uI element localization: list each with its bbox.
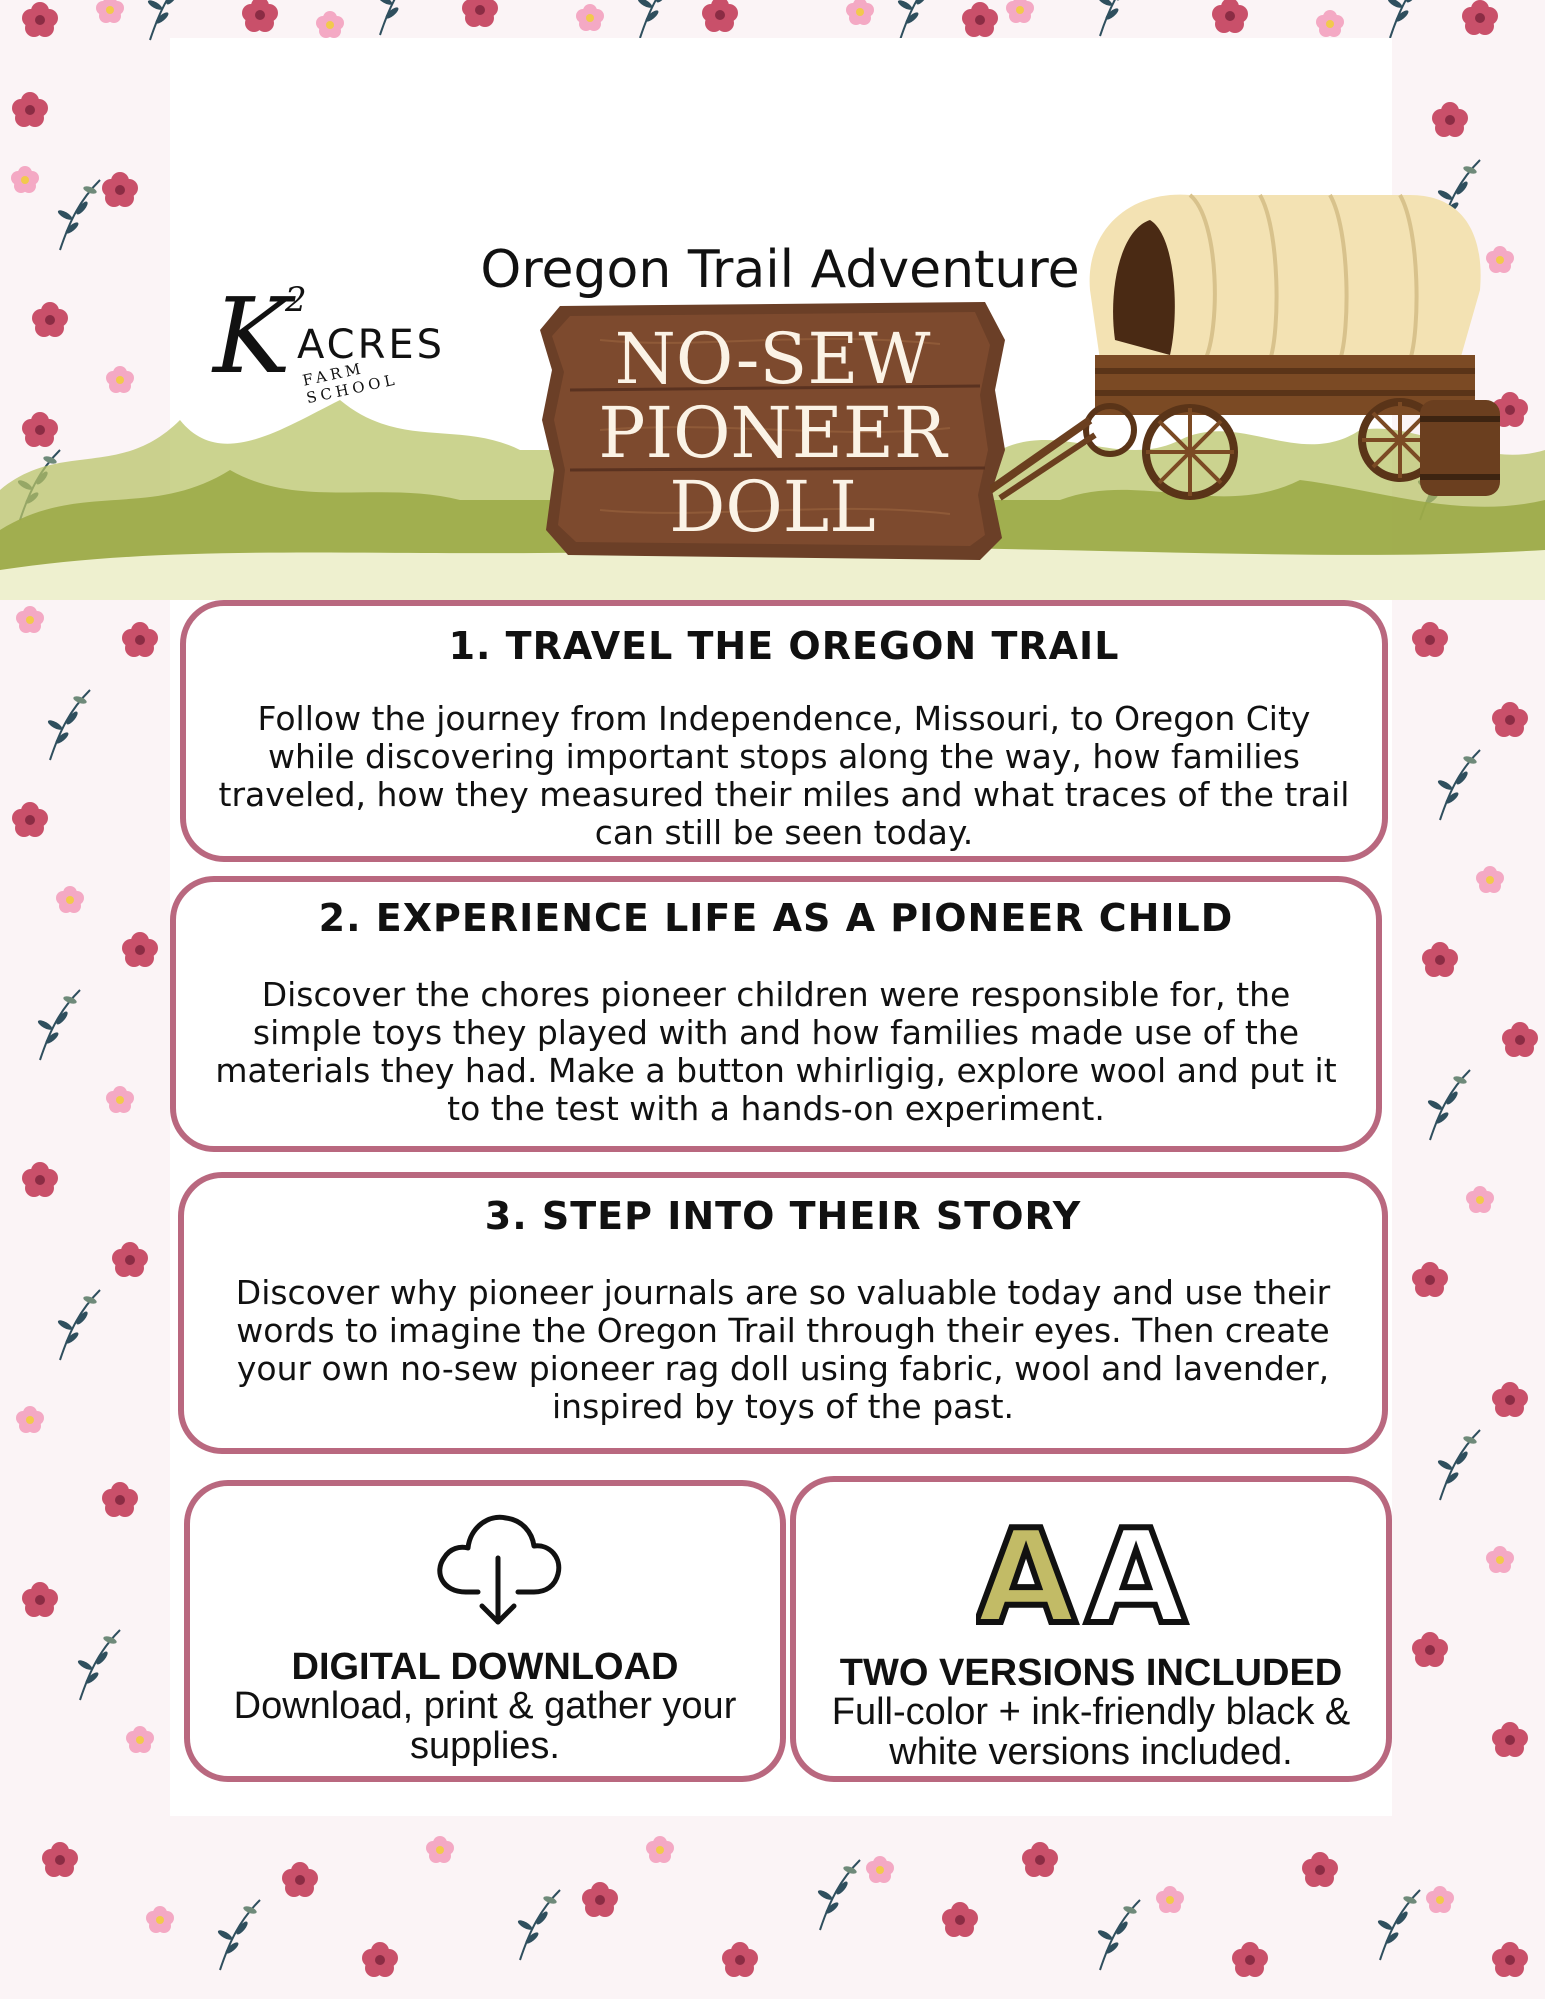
- feature-download-line-2: supplies.: [410, 1725, 560, 1767]
- section-1-line-2: while discovering important stops along the way, how families: [268, 737, 1300, 776]
- feature-download-line-1: Download, print & gather your: [233, 1685, 737, 1727]
- outline-letter-a: A: [1085, 1512, 1187, 1632]
- section-2-body: [190, 976, 1362, 1128]
- feature-card-versions: [790, 1476, 1392, 1782]
- k2-acres-logo: [205, 275, 446, 420]
- sign-title: [540, 318, 1005, 548]
- cloud-download-icon: [428, 1506, 568, 1626]
- feature-card-download: [184, 1480, 786, 1782]
- section-2-line-1: Discover the chores pioneer children were responsible for, the: [261, 975, 1291, 1014]
- section-card-3: [178, 1172, 1388, 1454]
- section-3-body: [198, 1274, 1368, 1426]
- letter-a-versions-icon: [976, 1512, 1196, 1632]
- section-card-1: [180, 600, 1388, 862]
- section-2-line-4: to the test with a hands-on experiment.: [447, 1089, 1105, 1128]
- feature-versions-desc: [816, 1692, 1366, 1772]
- feature-versions-line-1: Full-color + ink-friendly black &: [831, 1691, 1351, 1733]
- logo-mark: K: [213, 275, 291, 397]
- logo-superscript: 2: [285, 280, 307, 320]
- page-title: Oregon Trail Adventure: [480, 240, 1080, 300]
- sign-line-2: PIONEER: [598, 392, 947, 474]
- feature-versions-line-2: white versions included.: [889, 1731, 1293, 1773]
- section-3-line-2: words to imagine the Oregon Trail through their eyes. Then create: [236, 1311, 1330, 1350]
- section-1-heading: 1. TRAVEL THE OREGON TRAIL: [448, 624, 1120, 668]
- section-3-line-1: Discover why pioneer journals are so valuable today and use their: [235, 1273, 1331, 1312]
- logo-subtitle: FARM SCHOOL: [301, 358, 400, 408]
- section-1-line-1: Follow the journey from Independence, Missouri, to Oregon City: [257, 699, 1311, 738]
- section-3-line-4: inspired by toys of the past.: [551, 1387, 1015, 1426]
- covered-wagon-illustration: [990, 190, 1510, 510]
- color-letter-a: A: [976, 1512, 1077, 1632]
- feature-download-title: DIGITAL DOWNLOAD: [291, 1646, 679, 1688]
- section-3-line-3: your own no-sew pioneer rag doll using fabric, wool and lavender,: [236, 1349, 1330, 1388]
- section-1-body: [200, 700, 1368, 852]
- section-2-heading: 2. EXPERIENCE LIFE AS A PIONEER CHILD: [318, 896, 1234, 940]
- logo-name: ACRES: [297, 322, 446, 368]
- feature-download-desc: [210, 1686, 760, 1766]
- section-1-line-3: traveled, how they measured their miles and what traces of the trail: [218, 775, 1350, 814]
- sign-line-1: NO-SEW: [614, 318, 931, 400]
- feature-versions-title: TWO VERSIONS INCLUDED: [839, 1652, 1343, 1694]
- section-card-2: [170, 876, 1382, 1152]
- sign-line-3: DOLL: [669, 466, 876, 548]
- section-1-line-4: can still be seen today.: [594, 813, 974, 852]
- section-3-heading: 3. STEP INTO THEIR STORY: [484, 1194, 1082, 1238]
- section-2-line-3: materials they had. Make a button whirligig, explore wool and put it: [215, 1051, 1337, 1090]
- section-2-line-2: simple toys they played with and how families made use of the: [252, 1013, 1300, 1052]
